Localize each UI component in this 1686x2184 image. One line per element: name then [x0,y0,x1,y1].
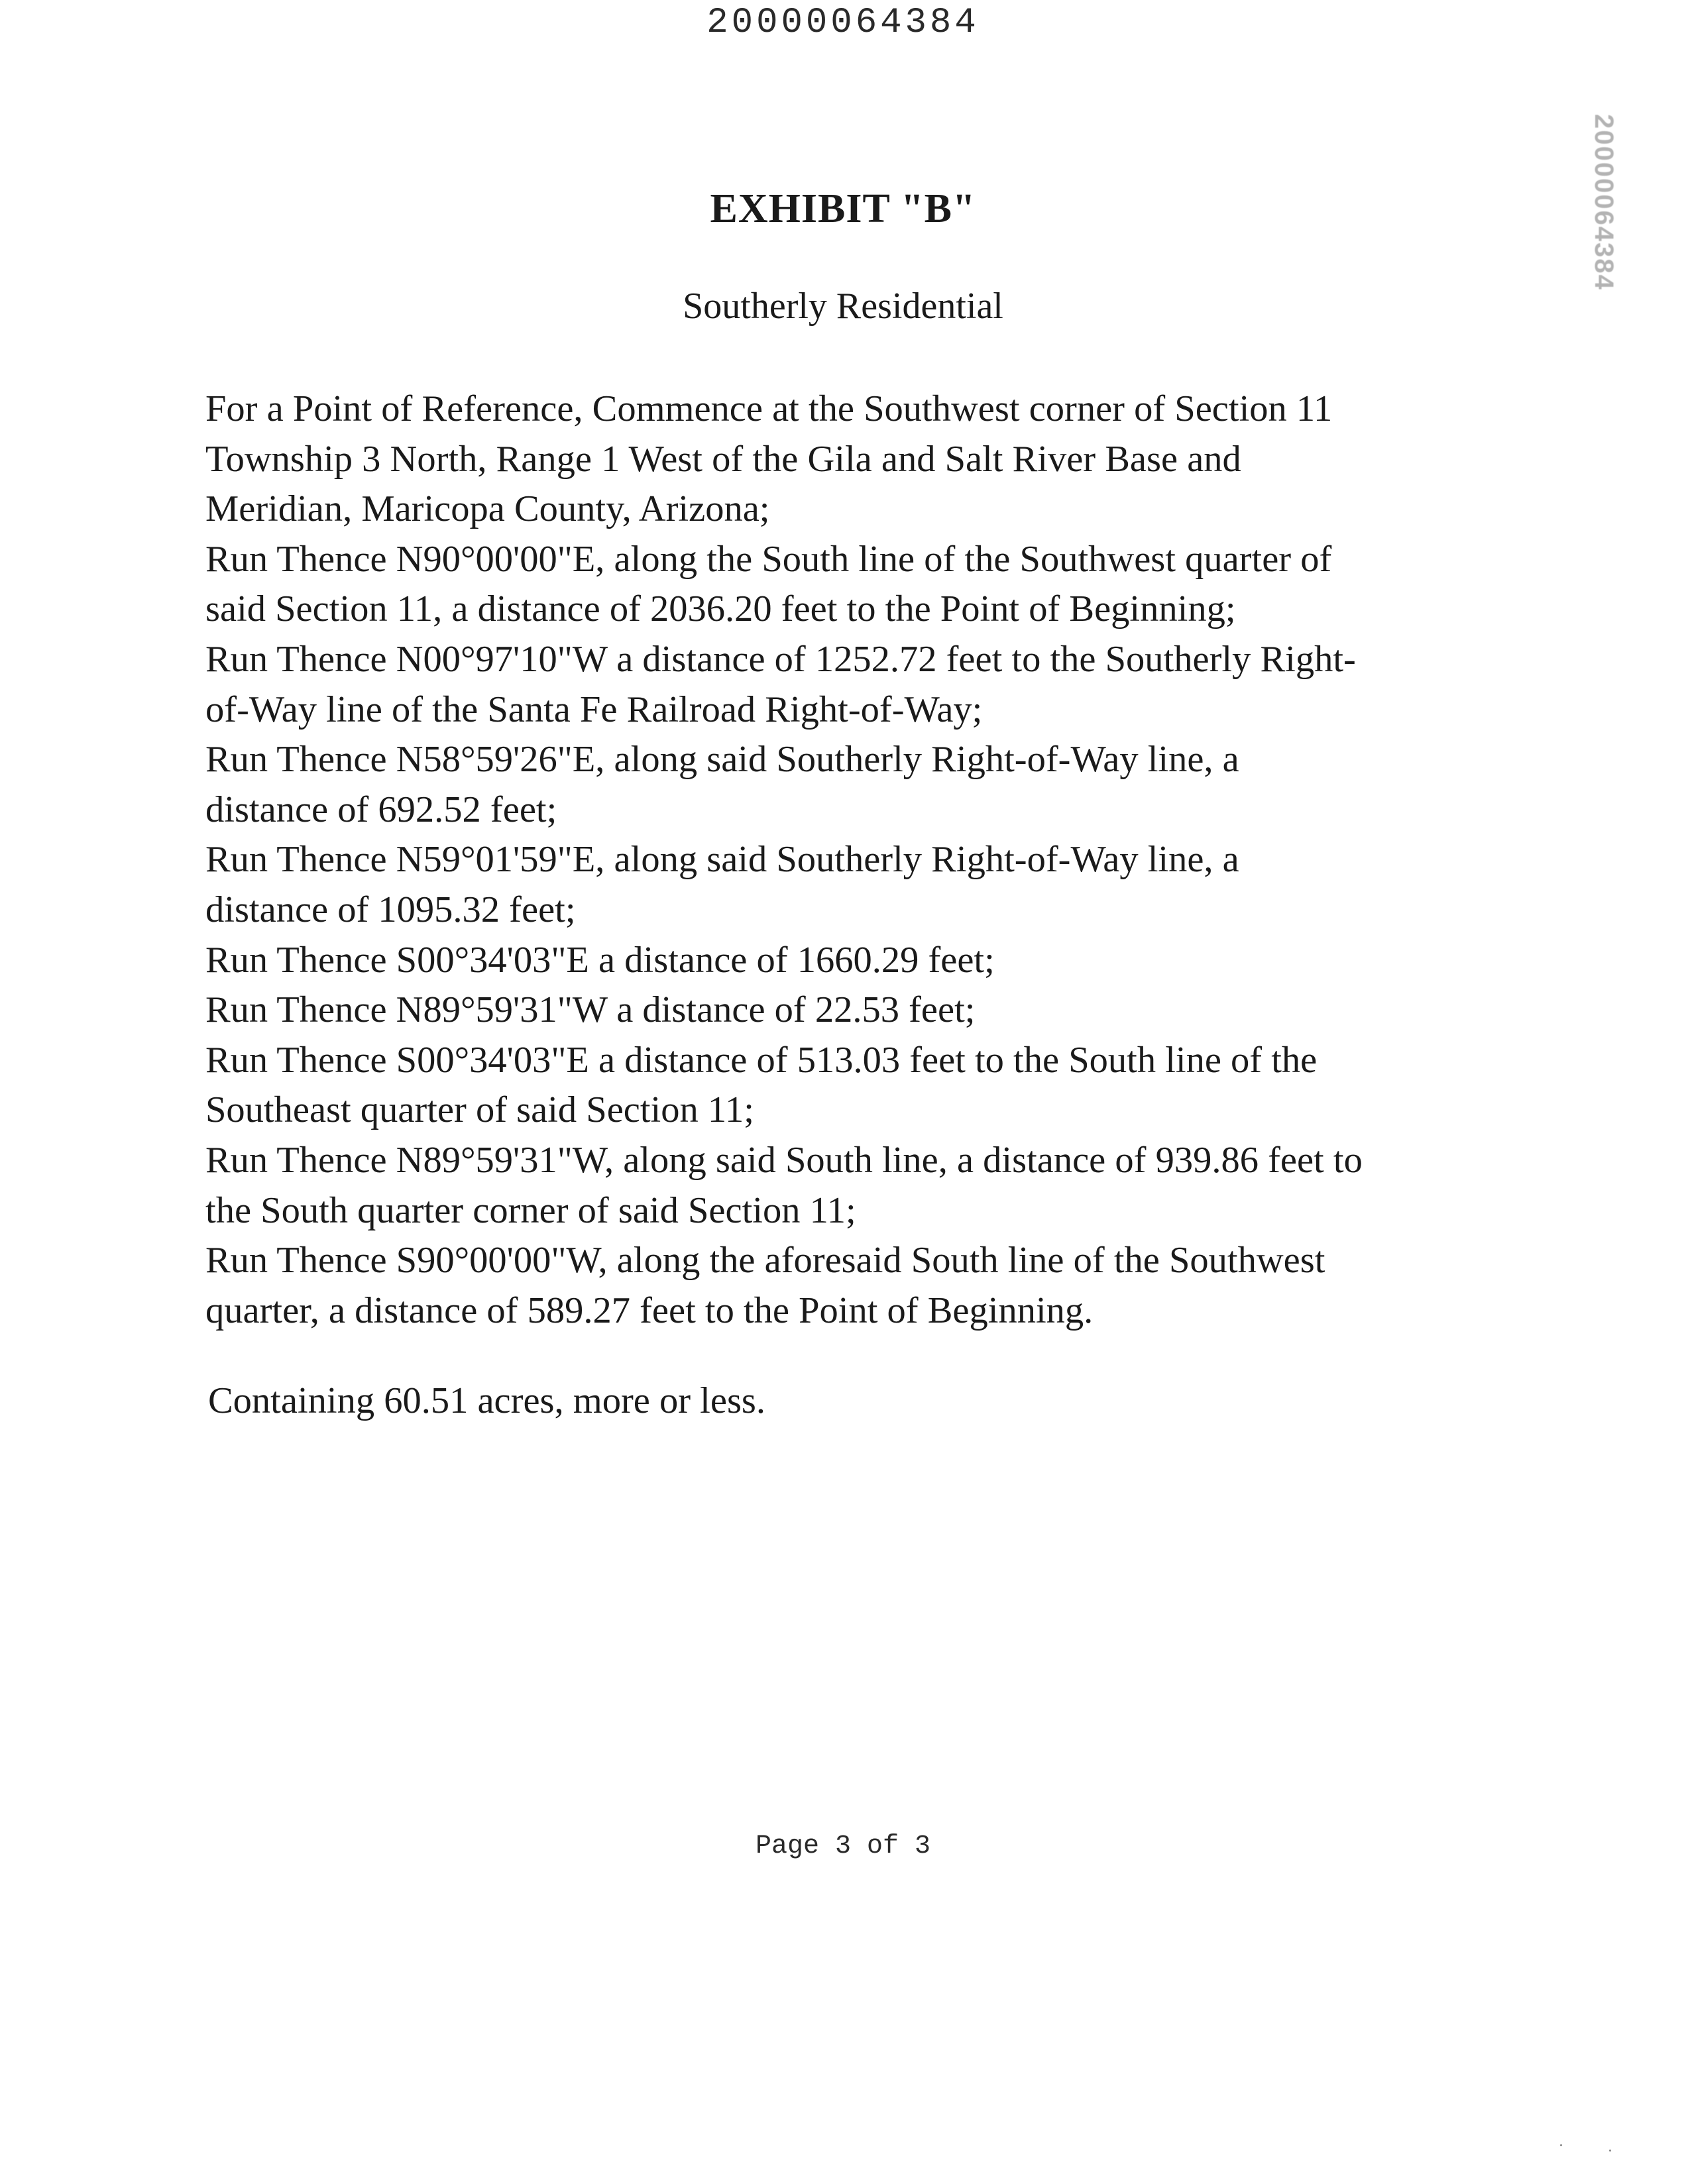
description-line: Run Thence N00°97'10"W a distance of 1252.72 feet to the Southerly Right- [205,638,1356,680]
description-line: Run Thence N89°59'31"W, along said South line, a distance of 939.86 feet to [205,1139,1363,1181]
description-line: Run Thence N59°01'59"E, along said Southerly Right-of-Way line, a [205,839,1239,881]
description-line: Run Thence S90°00'00"W, along the aforesaid South line of the Southwest [205,1240,1325,1282]
description-line: distance of 692.52 feet; [205,789,557,830]
description-line: distance of 1095.32 feet; [205,889,576,930]
description-line: Meridian, Maricopa County, Arizona; [205,488,770,530]
legal-description [205,384,1504,1336]
description-line: Run Thence S00°34'03"E a distance of 513.03 feet to the South line of the [205,1039,1318,1081]
description-line: of-Way line of the Santa Fe Railroad Right-of-Way; [205,688,983,730]
description-line: Run Thence N89°59'31"W a distance of 22.53 feet; [205,989,976,1031]
exhibit-subtitle: Southerly Residential [683,286,1003,327]
document-number: 20000064384 [706,3,980,43]
description-line: Run Thence N58°59'26"E, along said Southerly Right-of-Way line, a [205,739,1239,781]
exhibit-title: EXHIBIT "B" [710,186,976,231]
side-recording-stamp: 20000064384 [1589,114,1618,291]
description-line: the South quarter corner of said Section 11; [205,1189,856,1231]
scan-speck [1560,2144,1562,2146]
description-line: Township 3 North, Range 1 West of the Gila and Salt River Base and [205,438,1241,480]
description-line: Run Thence N90°00'00"E, along the South line of the Southwest quarter of [205,538,1332,580]
scan-speck [1609,2150,1611,2152]
description-line: quarter, a distance of 589.27 feet to the Point of Beginning. [205,1289,1094,1331]
description-line: said Section 11, a distance of 2036.20 feet to the Point of Beginning; [205,588,1236,630]
acreage-statement: Containing 60.51 acres, more or less. [208,1380,766,1421]
page-number: Page 3 of 3 [755,1831,931,1861]
description-line: For a Point of Reference, Commence at the Southwest corner of Section 11 [205,388,1333,429]
description-line: Southeast quarter of said Section 11; [205,1089,754,1131]
description-line: Run Thence S00°34'03"E a distance of 1660.29 feet; [205,939,995,981]
